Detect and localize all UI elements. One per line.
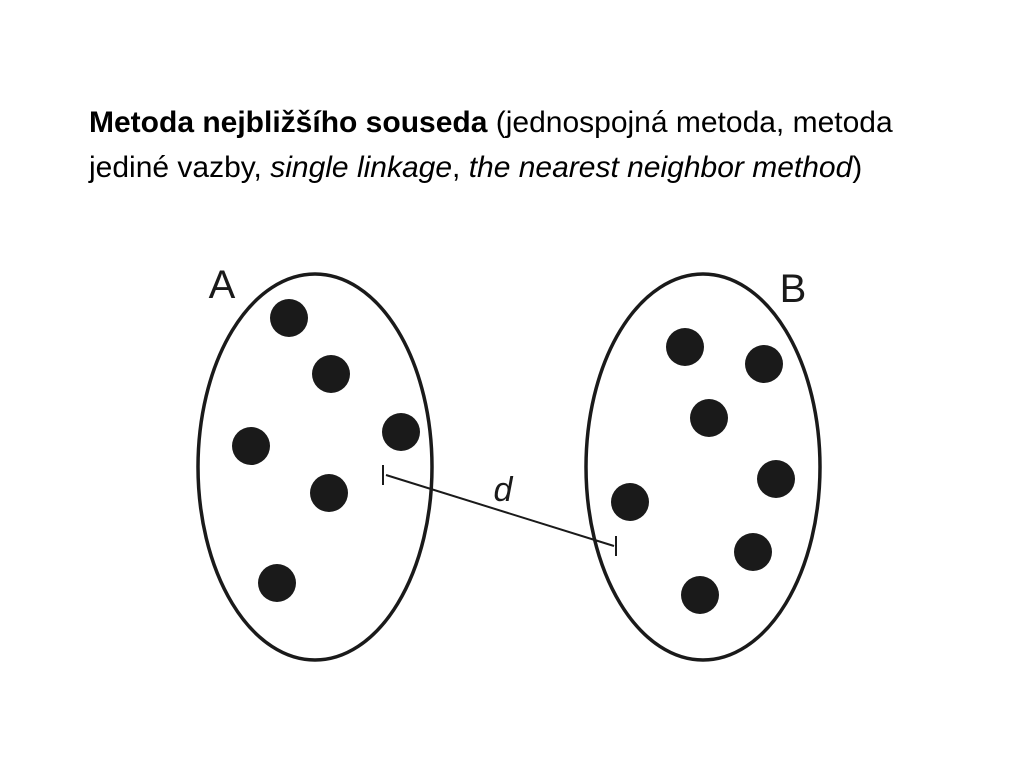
method-name: Metoda nejbližšího souseda [89, 106, 488, 139]
cluster-a-boundary [198, 274, 432, 660]
cluster-a [198, 263, 432, 660]
cluster-b-label: B [779, 267, 807, 311]
cluster-b-point [681, 576, 719, 614]
cluster-b-point [745, 345, 783, 383]
cluster-a-point [382, 413, 420, 451]
cluster-a-point [310, 474, 348, 512]
cluster-b-point [690, 399, 728, 437]
cluster-a-point [270, 299, 308, 337]
cluster-b-point [734, 533, 772, 571]
cluster-b-point [666, 328, 704, 366]
alias-nearest-neighbor: the nearest neighbor method [468, 151, 853, 184]
heading-paren-open: (jednospojná metoda, metoda jediné vazby, [89, 106, 893, 184]
heading-paren-close: ) [852, 151, 863, 184]
cluster-a-label: A [208, 263, 236, 307]
distance-measure [383, 465, 616, 556]
cluster-b-point [757, 460, 795, 498]
cluster-b-point [611, 483, 649, 521]
cluster-a-point [258, 564, 296, 602]
cluster-a-point [232, 427, 270, 465]
heading-separator: , [452, 151, 469, 184]
alias-single-linkage: single linkage [270, 151, 453, 184]
distance-label: d [493, 471, 513, 509]
cluster-a-point [312, 355, 350, 393]
cluster-b [586, 267, 820, 660]
